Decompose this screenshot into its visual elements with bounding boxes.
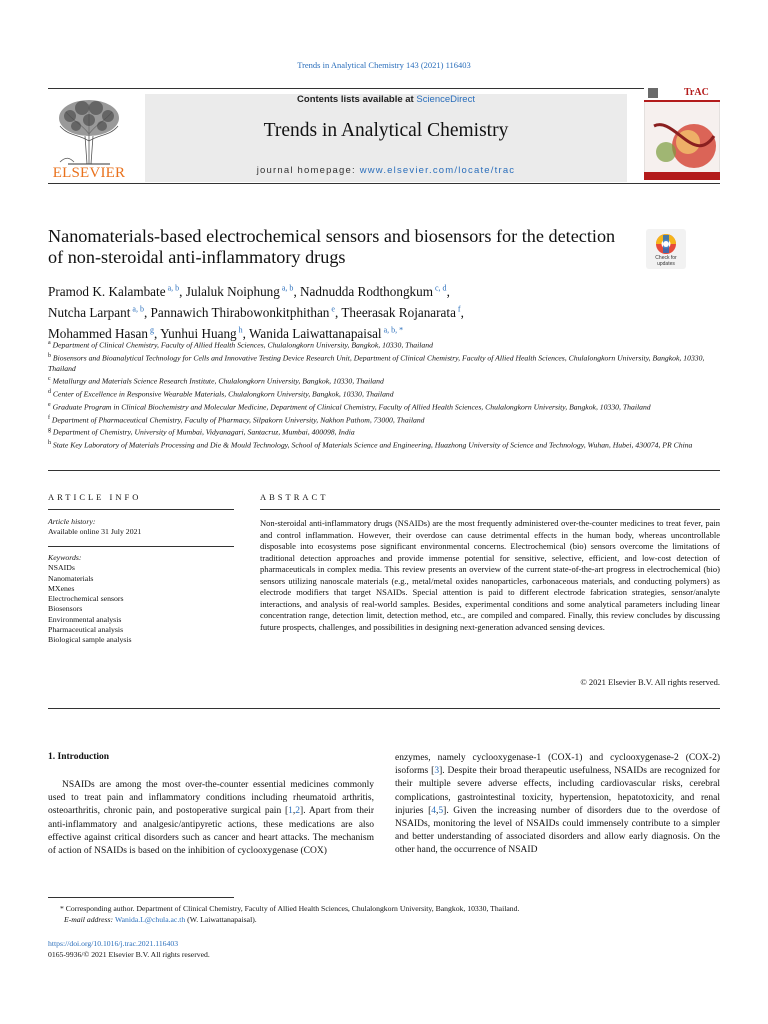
author-affiliation-marker[interactable]: a, b (279, 284, 294, 293)
intro-text-run: , (292, 806, 296, 817)
author (341, 305, 464, 320)
contents-prefix: Contents lists available at (297, 94, 417, 105)
journal-citation[interactable]: Trends in Analytical Chemistry 143 (2021) 116403 (297, 60, 471, 70)
abstract-rule (260, 509, 720, 510)
crossmark-label: Check for updates (655, 255, 677, 267)
affiliation-list (48, 338, 720, 451)
affiliation-text: Department of Chemistry, University of Mumbai, Vidyanagari, Santacruz, Mumbai, 400098, India (51, 428, 355, 438)
reference-link[interactable]: 1 (288, 806, 293, 817)
history-value: Available online 31 July 2021 (48, 527, 142, 537)
author-separator: , (153, 326, 161, 342)
crossmark-badge[interactable] (646, 229, 686, 269)
author (300, 284, 450, 299)
keywords-rule (48, 546, 234, 547)
email-label: E-mail address: (64, 914, 115, 924)
corresponding-author-text: * Corresponding author. Department of Clinical Chemistry, Faculty of Allied Health Sciences, Chulalongkorn University, Bangkok, 10330, Thailand. (60, 904, 520, 913)
keyword-item: Pharmaceutical analysis (48, 625, 124, 635)
abstract-heading: ABSTRACT (260, 492, 329, 502)
keyword-item: Biosensors (48, 604, 83, 614)
author (48, 284, 186, 299)
author-affiliation-marker[interactable]: a, b (130, 304, 144, 314)
issn-copyright: 0165-9936/© 2021 Elsevier B.V. All rights reserved. (48, 949, 210, 959)
affiliation-text: Center of Excellence in Responsive Wearable Materials, Chulalongkorn University, Bangkok, 10330, Thailand (51, 389, 394, 399)
intro-text-run: NSAIDs are among the most over-the-counter essential medicines commonly used to treat pain and inflammatory conditions including rheumatoid arthritis, osteoarthritis, chronic pain, and postoperative surgical pain [ (48, 780, 374, 817)
author-separator: , (179, 284, 186, 300)
author-name: Theerasak Rojanarata (341, 305, 456, 321)
author-list (48, 280, 708, 343)
elsevier-tree-icon (48, 96, 130, 166)
affiliation-key: e (48, 401, 51, 408)
email-link[interactable]: Wanida.L@chula.ac.th (114, 914, 186, 924)
affiliation-item (48, 338, 720, 351)
reference-link[interactable]: 2 (295, 806, 301, 817)
affiliation-key: d (48, 388, 51, 395)
author-name: Pannawich Thirabowonkitphithan (150, 305, 330, 321)
author-separator: , (446, 284, 450, 300)
affiliation-text: State Key Laboratory of Materials Processing and Die & Mould Technology, School of Materials Science and Engineering, Huazhong University of Science and Technology, Wuhan, Hubei, 430074, PR China (51, 440, 693, 450)
affiliation-item (48, 438, 720, 451)
corresponding-author-note (60, 904, 720, 925)
affiliation-item (48, 400, 720, 413)
author-name: Wanida Laiwattanapaisal (249, 326, 382, 342)
author (186, 284, 300, 299)
abstract-text: Non-steroidal anti-inflammatory drugs (NSAIDs) are the most frequently administered over-the-counter medicines to treat fever, pain and control inflammation. However, their overdose can cause detrimental effects in the human body, whereas uncontrollable disposable into ecosystems pose significant environmental concerns. Electrochemical (bio) sensors overcome the limitations of traditional detection approaches and provide immense potential for sensitive, selective, efficient, and low-cost detection of pharmaceuticals in complex media. This review presents an overview of the current state-of-the-art progress in electrochemical (bio) sensors utilizing nanoscale materials (e.g., metal/metal oxides nanoparticles, carbonaceous materials, and conducting polymers) as electrode modifiers that target NSAIDs. Special attention is paid to different electrode fabrication strategies, sensor/analyte interactions, and analysis of real-world samples. Besides, experimental conditions and some analytical parameters including linear concentration range, detection limit, detection method, etc., are compiled and compared. Finally, this review concludes by discussing future prospects, challenges, and possibilities in designing next-generation advanced sensing devices. (260, 518, 720, 632)
author (151, 305, 342, 320)
author-affiliation-marker[interactable]: c, d (433, 284, 447, 293)
keyword-item: MXenes (48, 583, 75, 593)
cover-image (644, 86, 720, 180)
keywords-block (48, 553, 234, 646)
author-affiliation-marker[interactable]: a, b, * (381, 325, 404, 335)
keyword-item: NSAIDs (48, 563, 75, 573)
author-affiliation-marker[interactable]: e (329, 304, 335, 314)
affiliation-item (48, 374, 720, 387)
author-affiliation-marker[interactable]: a, b (165, 284, 180, 293)
intro-text-run: ]. Despite their broad therapeutic usefulness, NSAIDs are recognized for their multiple severe adverse effects, including cardiovascular risks, cerebral complications, gastrointestinal toxicity, hypertension, hepatotoxicity, and renal injuries [ (395, 766, 720, 816)
elsevier-wordmark: ELSEVIER (52, 165, 126, 181)
article-info-heading: ARTICLE INFO (48, 492, 142, 502)
contents-availability (145, 94, 627, 106)
author-separator: , (293, 284, 301, 300)
journal-title: Trends in Analytical Chemistry (263, 120, 509, 141)
abstract-copyright: © 2021 Elsevier B.V. All rights reserved. (580, 677, 720, 687)
intro-column-left (48, 779, 374, 858)
affiliation-text: Metallurgy and Materials Science Research Institute, Chulalongkorn University, Bangkok, 10330, Thailand (50, 376, 384, 386)
doi-link[interactable]: https://doi.org/10.1016/j.trac.2021.116403 (48, 939, 179, 948)
author-affiliation-marker[interactable]: h (236, 325, 243, 335)
history-label: Article history: (48, 517, 96, 526)
affiliation-key: b (48, 352, 51, 359)
affiliation-text: Department of Clinical Chemistry, Faculty of Allied Health Sciences, Chulalongkorn University, Bangkok, 10330, Thailand (50, 340, 433, 350)
intro-text-run: , (436, 805, 439, 816)
keyword-item: Electrochemical sensors (48, 594, 124, 604)
homepage-link[interactable]: www.elsevier.com/locate/trac (359, 165, 516, 176)
article-title: Nanomaterials-based electrochemical sensors and biosensors for the detection of non-steroidal anti-inflammatory drugs (48, 226, 616, 267)
author-name: Julaluk Noiphung (185, 284, 280, 300)
sciencedirect-link[interactable]: ScienceDirect (416, 94, 475, 105)
article-history (48, 517, 234, 538)
doi-block (48, 939, 210, 960)
email-suffix: (W. Laiwattanapaisal). (185, 914, 257, 924)
affiliation-item (48, 425, 720, 438)
section-rule-top (48, 470, 720, 471)
author-separator: , (460, 305, 464, 321)
affiliation-key: g (48, 427, 51, 434)
affiliation-key: f (48, 414, 50, 421)
intro-text-run: ]. Given the increasing number of disorders due to the overdose of NSAIDs, monitoring the level of NSAIDs could immensely contribute to a simpler and better understanding of associated disorders and allow early diagnosis. On the other hand, the occurrence of NSAID (395, 805, 720, 856)
section-rule-bottom (48, 708, 720, 709)
reference-link[interactable]: 5 (438, 805, 444, 816)
reference-link[interactable]: 3 (434, 766, 440, 777)
homepage-prefix: journal homepage: (256, 165, 360, 176)
affiliation-item (48, 387, 720, 400)
intro-column-right (395, 752, 720, 858)
journal-cover[interactable] (644, 86, 720, 180)
keyword-item: Environmental analysis (48, 614, 122, 624)
author (48, 305, 151, 320)
journal-homepage (145, 165, 627, 176)
keywords-label: Keywords: (48, 553, 82, 562)
affiliation-item (48, 413, 720, 426)
affiliation-text: Graduate Program in Clinical Biochemistry and Molecular Medicine, Department of Clinical Chemistry, Faculty of Allied Health Sciences, Chulalongkorn University, Bangkok, 10330, Thailand (50, 402, 651, 412)
author-name: Mohammed Hasan (48, 326, 148, 342)
intro-text-run: enzymes, namely cyclooxygenase-1 (COX-1) and cyclooxygenase-2 (COX-2) isoforms [ (395, 753, 720, 777)
keyword-list (48, 563, 234, 645)
intro-text-run: ]. Apart from their anti-inflammatory and analgesic/antipyretic actions, these medications are also effective against critical disorders such as cancer and heart attacks. The mechanism of action of NSAIDs is based on the inhibition of cyclooxygenase (COX) (48, 806, 374, 857)
keyword-item: Nanomaterials (48, 573, 94, 583)
reference-link[interactable]: 4 (431, 805, 437, 816)
affiliation-key: a (48, 340, 51, 346)
article-info-rule (48, 509, 234, 510)
affiliation-text: Department of Pharmaceutical Chemistry, Faculty of Pharmacy, Silpakorn University, Nakhon Pathom, 73000, Thailand (50, 415, 425, 425)
intro-heading: 1. Introduction (48, 752, 110, 762)
author-affiliation-marker[interactable]: g (147, 325, 154, 335)
author-separator: , (334, 305, 342, 321)
affiliation-key: c (48, 376, 51, 383)
author-name: Yunhui Huang (160, 326, 237, 342)
affiliation-key: h (48, 440, 51, 447)
author-affiliation-marker[interactable]: f (455, 304, 461, 314)
elsevier-logo[interactable] (48, 96, 130, 182)
author-name: Pramod K. Kalambate (48, 284, 166, 300)
author-separator: , (242, 326, 250, 342)
affiliation-text: Biosensors and Bioanalytical Technology for Cells and Innovative Testing Device Research Unit, Department of Clinical Chemistry, Faculty of Allied Health Sciences, Chulalongkorn University, Bangkok, 10330, Thailand (48, 353, 705, 373)
author-name: Nadnudda Rodthongkum (300, 284, 433, 300)
cover-title: TrAC (684, 87, 709, 98)
affiliation-item (48, 351, 720, 374)
footnote-rule (48, 897, 234, 898)
keyword-item: Biological sample analysis (48, 635, 132, 645)
author-separator: , (143, 305, 151, 321)
author-name: Nutcha Larpant (48, 305, 131, 321)
